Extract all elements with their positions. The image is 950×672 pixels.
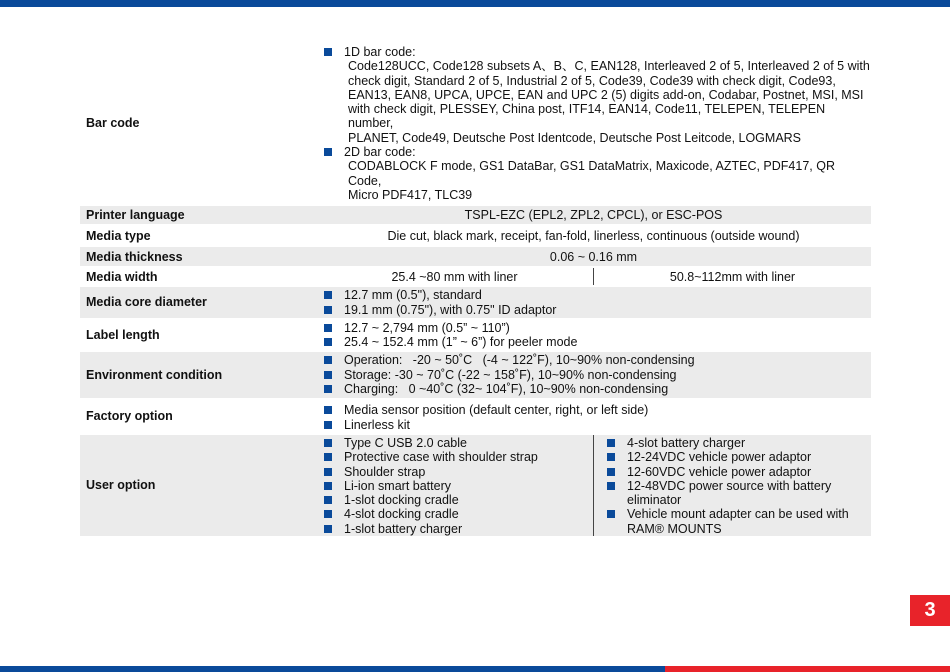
list-item: Li-ion smart battery: [324, 479, 593, 493]
list-item: Vehicle mount adapter can be used with RAM® MOUNTS: [607, 507, 871, 536]
spec-row-environment-condition: [80, 351, 871, 399]
row-label: Environment condition: [80, 351, 316, 399]
spec-row-bar-code: [80, 43, 871, 205]
row-label: Media width: [80, 267, 316, 286]
list-item: 1D bar code:: [324, 45, 871, 59]
row-label: Label length: [80, 319, 316, 352]
row-label: Bar code: [86, 116, 140, 131]
list-item: 12.7 mm (0.5"), standard: [324, 288, 871, 302]
row-value: [316, 286, 871, 319]
list-item: Shoulder strap: [324, 465, 593, 479]
bullet-square-icon: [607, 439, 615, 447]
row-value-right: 50.8~112mm with liner: [594, 267, 872, 286]
list-item: 1-slot docking cradle: [324, 493, 593, 507]
bullet-square-icon: [324, 525, 332, 533]
bottom-accent-bar-blue: [0, 666, 665, 672]
list-item: Type C USB 2.0 cable: [324, 436, 593, 450]
bullet-square-icon: [324, 421, 332, 429]
bullet-square-icon: [324, 291, 332, 299]
row-value: [316, 351, 871, 399]
row-value-left: [316, 434, 594, 536]
bullet-square-icon: [324, 324, 332, 332]
bullet-square-icon: [324, 371, 332, 379]
bullet-square-icon: [324, 148, 332, 156]
spec-row-user-option: [80, 434, 871, 536]
row-label: Media core diameter: [80, 286, 316, 319]
spec-table: [80, 43, 871, 536]
bullet-square-icon: [324, 453, 332, 461]
row-value: 0.06 ~ 0.16 mm: [316, 246, 871, 267]
list-item: Operation: -20 ~ 50˚C (-4 ~ 122˚F), 10~90% non-condensing: [324, 353, 871, 367]
bullet-square-icon: [607, 468, 615, 476]
list-item: 2D bar code:: [324, 145, 871, 159]
list-item: Storage: -30 ~ 70˚C (-22 ~ 158˚F), 10~90% non-condensing: [324, 368, 871, 382]
spec-row-label-length: [80, 319, 871, 352]
bullet-square-icon: [324, 439, 332, 447]
bullet-square-icon: [324, 496, 332, 504]
bullet-square-icon: [324, 306, 332, 314]
list-item: 12-60VDC vehicle power adaptor: [607, 465, 871, 479]
spec-row-factory-option: [80, 399, 871, 434]
bullet-square-icon: [324, 406, 332, 414]
list-item: 1-slot battery charger: [324, 522, 593, 536]
bullet-square-icon: [324, 356, 332, 364]
bullet-square-icon: [607, 482, 615, 490]
row-label: Media thickness: [80, 246, 316, 267]
row-value: Die cut, black mark, receipt, fan-fold, linerless, continuous (outside wound): [316, 225, 871, 246]
list-item: 12-24VDC vehicle power adaptor: [607, 450, 871, 464]
spec-row-media-type: [80, 225, 871, 246]
barcode-2d-list: CODABLOCK F mode, GS1 DataBar, GS1 DataMatrix, Maxicode, AZTEC, PDF417, QR Code, Micro PDF417, TLC39: [348, 159, 835, 202]
bullet-square-icon: [324, 338, 332, 346]
list-item: Charging: 0 ~40˚C (32~ 104˚F), 10~90% non-condensing: [324, 382, 871, 396]
list-item: 12.7 ~ 2,794 mm (0.5” ~ 110”): [324, 321, 871, 335]
list-item: 4-slot docking cradle: [324, 507, 593, 521]
spec-row-media-core-diameter: [80, 286, 871, 319]
list-item: 12-48VDC power source with battery eliminator: [607, 479, 871, 508]
row-value: [316, 399, 871, 434]
list-item: Linerless kit: [324, 418, 871, 432]
list-item: 4-slot battery charger: [607, 436, 871, 450]
list-item: 25.4 ~ 152.4 mm (1” ~ 6”) for peeler mode: [324, 335, 871, 349]
spec-row-media-thickness: [80, 246, 871, 267]
list-item: Media sensor position (default center, right, or left side): [324, 403, 871, 417]
barcode-1d-list: Code128UCC, Code128 subsets A、B、C, EAN128, Interleaved 2 of 5, Interleaved 2 of 5 with check digit, Standard 2 of 5, Industrial 2 of 5, Code39, Code39 with check digit, Code93, EAN13, EAN8, UPCA, UPCE, EAN and UPC 2 (5) digits add-on, Codabar, Postnet, MSI, MSI with check digit, PLESSEY, China post, ITF14, EAN14, Code11, TELEPEN, TELEPEN number, PLANET, Code49, Deutsche Post Identcode, Deutsche Post Leitcode, LOGMARS: [348, 59, 870, 145]
page-number-badge: 3: [910, 595, 950, 626]
row-value-right: [594, 434, 872, 536]
bottom-accent-bar-red: [665, 666, 950, 672]
bullet-square-icon: [324, 48, 332, 56]
spec-row-media-width: [80, 267, 871, 286]
row-label: User option: [80, 434, 316, 536]
row-value: TSPL-EZC (EPL2, ZPL2, CPCL), or ESC-POS: [316, 205, 871, 225]
row-value: [316, 43, 871, 205]
bullet-square-icon: [607, 510, 615, 518]
top-accent-bar: [0, 0, 950, 7]
list-item: Protective case with shoulder strap: [324, 450, 593, 464]
spec-row-printer-language: [80, 205, 871, 225]
row-value-left: 25.4 ~80 mm with liner: [316, 267, 594, 286]
bullet-square-icon: [324, 468, 332, 476]
row-label: Printer language: [80, 205, 316, 225]
row-label: Media type: [80, 225, 316, 246]
bullet-square-icon: [324, 510, 332, 518]
list-item: 19.1 mm (0.75"), with 0.75" ID adaptor: [324, 303, 871, 317]
row-value: [316, 319, 871, 352]
bullet-square-icon: [607, 453, 615, 461]
bullet-square-icon: [324, 482, 332, 490]
row-label: Factory option: [80, 399, 316, 434]
bullet-square-icon: [324, 385, 332, 393]
